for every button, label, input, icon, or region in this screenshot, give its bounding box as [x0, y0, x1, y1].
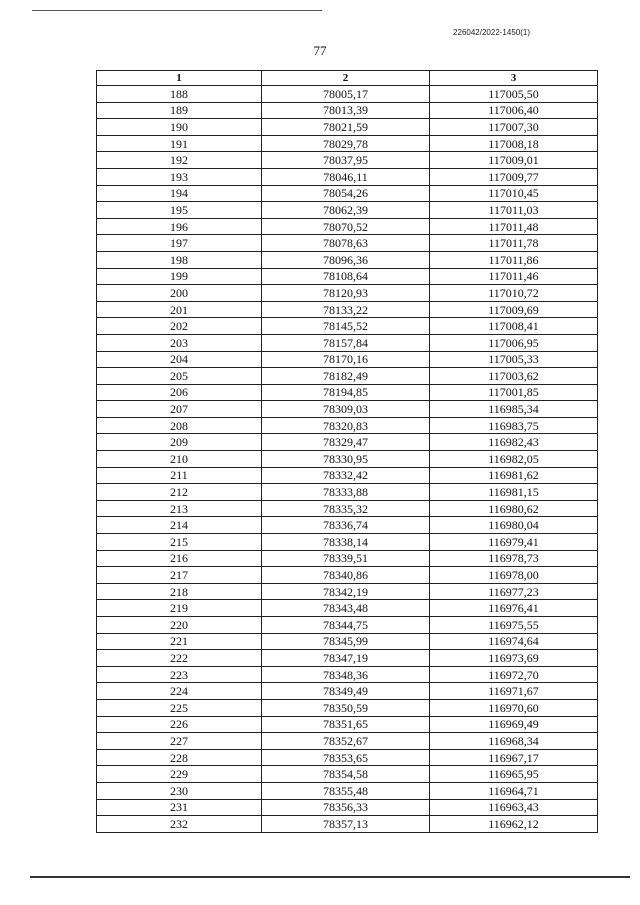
- y-coordinate-cell: 116976,41: [430, 600, 598, 617]
- x-coordinate-cell: 78340,86: [262, 567, 430, 584]
- table-row: [97, 434, 598, 451]
- y-coordinate-cell: 117007,30: [430, 119, 598, 136]
- x-coordinate-cell: 78342,19: [262, 583, 430, 600]
- point-number-cell: 227: [97, 733, 262, 750]
- point-number-cell: 212: [97, 484, 262, 501]
- y-coordinate-cell: 116980,62: [430, 500, 598, 517]
- table-row: [97, 168, 598, 185]
- y-coordinate-cell: 116981,15: [430, 484, 598, 501]
- table-row: [97, 716, 598, 733]
- x-coordinate-cell: 78355,48: [262, 782, 430, 799]
- point-number-cell: 205: [97, 368, 262, 385]
- x-coordinate-cell: 78037,95: [262, 152, 430, 169]
- table-row: [97, 451, 598, 468]
- x-coordinate-cell: 78345,99: [262, 633, 430, 650]
- scan-edge-top: [32, 10, 322, 11]
- x-coordinate-cell: 78344,75: [262, 617, 430, 634]
- point-number-cell: 203: [97, 334, 262, 351]
- table-row: [97, 517, 598, 534]
- x-coordinate-cell: 78157,84: [262, 334, 430, 351]
- x-coordinate-cell: 78078,63: [262, 235, 430, 252]
- y-coordinate-cell: 117005,50: [430, 86, 598, 103]
- point-number-cell: 229: [97, 766, 262, 783]
- point-number-cell: 217: [97, 567, 262, 584]
- y-coordinate-cell: 116963,43: [430, 799, 598, 816]
- table-row: [97, 268, 598, 285]
- y-coordinate-cell: 117008,41: [430, 318, 598, 335]
- y-coordinate-cell: 117010,72: [430, 285, 598, 302]
- column-header-1: 1: [97, 71, 262, 86]
- x-coordinate-cell: 78333,88: [262, 484, 430, 501]
- x-coordinate-cell: 78354,58: [262, 766, 430, 783]
- y-coordinate-cell: 116978,00: [430, 567, 598, 584]
- y-coordinate-cell: 116978,73: [430, 550, 598, 567]
- point-number-cell: 196: [97, 218, 262, 235]
- point-number-cell: 208: [97, 417, 262, 434]
- x-coordinate-cell: 78343,48: [262, 600, 430, 617]
- x-coordinate-cell: 78351,65: [262, 716, 430, 733]
- point-number-cell: 211: [97, 467, 262, 484]
- point-number-cell: 218: [97, 583, 262, 600]
- point-number-cell: 220: [97, 617, 262, 634]
- y-coordinate-cell: 116970,60: [430, 699, 598, 716]
- column-header-3: 3: [430, 71, 598, 86]
- x-coordinate-cell: 78320,83: [262, 417, 430, 434]
- table-row: [97, 583, 598, 600]
- x-coordinate-cell: 78062,39: [262, 202, 430, 219]
- coordinates-table: [96, 70, 598, 833]
- table-header-row: [97, 71, 598, 86]
- y-coordinate-cell: 116977,23: [430, 583, 598, 600]
- table-row: [97, 301, 598, 318]
- y-coordinate-cell: 116973,69: [430, 650, 598, 667]
- table-row: [97, 102, 598, 119]
- point-number-cell: 190: [97, 119, 262, 136]
- y-coordinate-cell: 116967,17: [430, 749, 598, 766]
- point-number-cell: 189: [97, 102, 262, 119]
- table-body: [97, 86, 598, 833]
- point-number-cell: 214: [97, 517, 262, 534]
- x-coordinate-cell: 78347,19: [262, 650, 430, 667]
- x-coordinate-cell: 78046,11: [262, 168, 430, 185]
- y-coordinate-cell: 116971,67: [430, 683, 598, 700]
- y-coordinate-cell: 117010,45: [430, 185, 598, 202]
- table-row: [97, 401, 598, 418]
- table-row: [97, 235, 598, 252]
- point-number-cell: 216: [97, 550, 262, 567]
- y-coordinate-cell: 117011,03: [430, 202, 598, 219]
- x-coordinate-cell: 78335,32: [262, 500, 430, 517]
- x-coordinate-cell: 78350,59: [262, 699, 430, 716]
- y-coordinate-cell: 117009,69: [430, 301, 598, 318]
- table-row: [97, 666, 598, 683]
- table-row: [97, 218, 598, 235]
- y-coordinate-cell: 117008,18: [430, 135, 598, 152]
- table-row: [97, 550, 598, 567]
- x-coordinate-cell: 78005,17: [262, 86, 430, 103]
- x-coordinate-cell: 78336,74: [262, 517, 430, 534]
- point-number-cell: 200: [97, 285, 262, 302]
- page-number: 77: [313, 43, 327, 58]
- x-coordinate-cell: 78357,13: [262, 816, 430, 833]
- y-coordinate-cell: 116983,75: [430, 417, 598, 434]
- x-coordinate-cell: 78054,26: [262, 185, 430, 202]
- table-row: [97, 782, 598, 799]
- point-number-cell: 204: [97, 351, 262, 368]
- table-row: [97, 86, 598, 103]
- point-number-cell: 224: [97, 683, 262, 700]
- x-coordinate-cell: 78182,49: [262, 368, 430, 385]
- y-coordinate-cell: 116968,34: [430, 733, 598, 750]
- point-number-cell: 198: [97, 251, 262, 268]
- table-row: [97, 766, 598, 783]
- point-number-cell: 213: [97, 500, 262, 517]
- table-row: [97, 600, 598, 617]
- y-coordinate-cell: 116982,05: [430, 451, 598, 468]
- table-row: [97, 816, 598, 833]
- table-row: [97, 567, 598, 584]
- x-coordinate-cell: 78120,93: [262, 285, 430, 302]
- x-coordinate-cell: 78329,47: [262, 434, 430, 451]
- x-coordinate-cell: 78096,36: [262, 251, 430, 268]
- x-coordinate-cell: 78356,33: [262, 799, 430, 816]
- table-row: [97, 733, 598, 750]
- point-number-cell: 230: [97, 782, 262, 799]
- point-number-cell: 228: [97, 749, 262, 766]
- table-row: [97, 119, 598, 136]
- point-number-cell: 222: [97, 650, 262, 667]
- y-coordinate-cell: 117006,95: [430, 334, 598, 351]
- point-number-cell: 209: [97, 434, 262, 451]
- x-coordinate-cell: 78349,49: [262, 683, 430, 700]
- y-coordinate-cell: 116969,49: [430, 716, 598, 733]
- table-row: [97, 617, 598, 634]
- point-number-cell: 215: [97, 534, 262, 551]
- x-coordinate-cell: 78170,16: [262, 351, 430, 368]
- y-coordinate-cell: 116985,34: [430, 401, 598, 418]
- table-row: [97, 285, 598, 302]
- y-coordinate-cell: 117011,86: [430, 251, 598, 268]
- x-coordinate-cell: 78013,39: [262, 102, 430, 119]
- table-row: [97, 185, 598, 202]
- table-row: [97, 152, 598, 169]
- y-coordinate-cell: 116975,55: [430, 617, 598, 634]
- y-coordinate-cell: 117001,85: [430, 384, 598, 401]
- y-coordinate-cell: 116981,62: [430, 467, 598, 484]
- point-number-cell: 231: [97, 799, 262, 816]
- table-row: [97, 650, 598, 667]
- x-coordinate-cell: 78309,03: [262, 401, 430, 418]
- point-number-cell: 202: [97, 318, 262, 335]
- table-row: [97, 417, 598, 434]
- table-row: [97, 683, 598, 700]
- point-number-cell: 195: [97, 202, 262, 219]
- x-coordinate-cell: 78339,51: [262, 550, 430, 567]
- document-code: 226042/2022-1450(1): [453, 28, 530, 37]
- column-header-2: 2: [262, 71, 430, 86]
- table-row: [97, 318, 598, 335]
- point-number-cell: 197: [97, 235, 262, 252]
- point-number-cell: 223: [97, 666, 262, 683]
- y-coordinate-cell: 117009,01: [430, 152, 598, 169]
- point-number-cell: 193: [97, 168, 262, 185]
- x-coordinate-cell: 78133,22: [262, 301, 430, 318]
- table-row: [97, 484, 598, 501]
- point-number-cell: 192: [97, 152, 262, 169]
- table-row: [97, 135, 598, 152]
- table-row: [97, 368, 598, 385]
- table-row: [97, 699, 598, 716]
- y-coordinate-cell: 117005,33: [430, 351, 598, 368]
- point-number-cell: 194: [97, 185, 262, 202]
- x-coordinate-cell: 78348,36: [262, 666, 430, 683]
- x-coordinate-cell: 78332,42: [262, 467, 430, 484]
- y-coordinate-cell: 116979,41: [430, 534, 598, 551]
- table-row: [97, 500, 598, 517]
- point-number-cell: 188: [97, 86, 262, 103]
- y-coordinate-cell: 116964,71: [430, 782, 598, 799]
- y-coordinate-cell: 116962,12: [430, 816, 598, 833]
- table-row: [97, 799, 598, 816]
- point-number-cell: 207: [97, 401, 262, 418]
- x-coordinate-cell: 78330,95: [262, 451, 430, 468]
- x-coordinate-cell: 78353,65: [262, 749, 430, 766]
- x-coordinate-cell: 78145,52: [262, 318, 430, 335]
- y-coordinate-cell: 116974,64: [430, 633, 598, 650]
- point-number-cell: 219: [97, 600, 262, 617]
- y-coordinate-cell: 117011,46: [430, 268, 598, 285]
- scan-edge-bottom: [30, 876, 630, 878]
- point-number-cell: 221: [97, 633, 262, 650]
- y-coordinate-cell: 117011,48: [430, 218, 598, 235]
- point-number-cell: 199: [97, 268, 262, 285]
- x-coordinate-cell: 78194,85: [262, 384, 430, 401]
- y-coordinate-cell: 116965,95: [430, 766, 598, 783]
- y-coordinate-cell: 117011,78: [430, 235, 598, 252]
- table-row: [97, 251, 598, 268]
- point-number-cell: 225: [97, 699, 262, 716]
- x-coordinate-cell: 78070,52: [262, 218, 430, 235]
- table-row: [97, 202, 598, 219]
- x-coordinate-cell: 78338,14: [262, 534, 430, 551]
- y-coordinate-cell: 116982,43: [430, 434, 598, 451]
- table-row: [97, 334, 598, 351]
- table-row: [97, 534, 598, 551]
- point-number-cell: 191: [97, 135, 262, 152]
- y-coordinate-cell: 116972,70: [430, 666, 598, 683]
- x-coordinate-cell: 78352,67: [262, 733, 430, 750]
- table-row: [97, 633, 598, 650]
- point-number-cell: 210: [97, 451, 262, 468]
- x-coordinate-cell: 78029,78: [262, 135, 430, 152]
- y-coordinate-cell: 116980,04: [430, 517, 598, 534]
- point-number-cell: 226: [97, 716, 262, 733]
- x-coordinate-cell: 78021,59: [262, 119, 430, 136]
- y-coordinate-cell: 117009,77: [430, 168, 598, 185]
- table-row: [97, 467, 598, 484]
- x-coordinate-cell: 78108,64: [262, 268, 430, 285]
- table-row: [97, 384, 598, 401]
- point-number-cell: 232: [97, 816, 262, 833]
- point-number-cell: 206: [97, 384, 262, 401]
- y-coordinate-cell: 117003,62: [430, 368, 598, 385]
- table-row: [97, 749, 598, 766]
- point-number-cell: 201: [97, 301, 262, 318]
- y-coordinate-cell: 117006,40: [430, 102, 598, 119]
- table-row: [97, 351, 598, 368]
